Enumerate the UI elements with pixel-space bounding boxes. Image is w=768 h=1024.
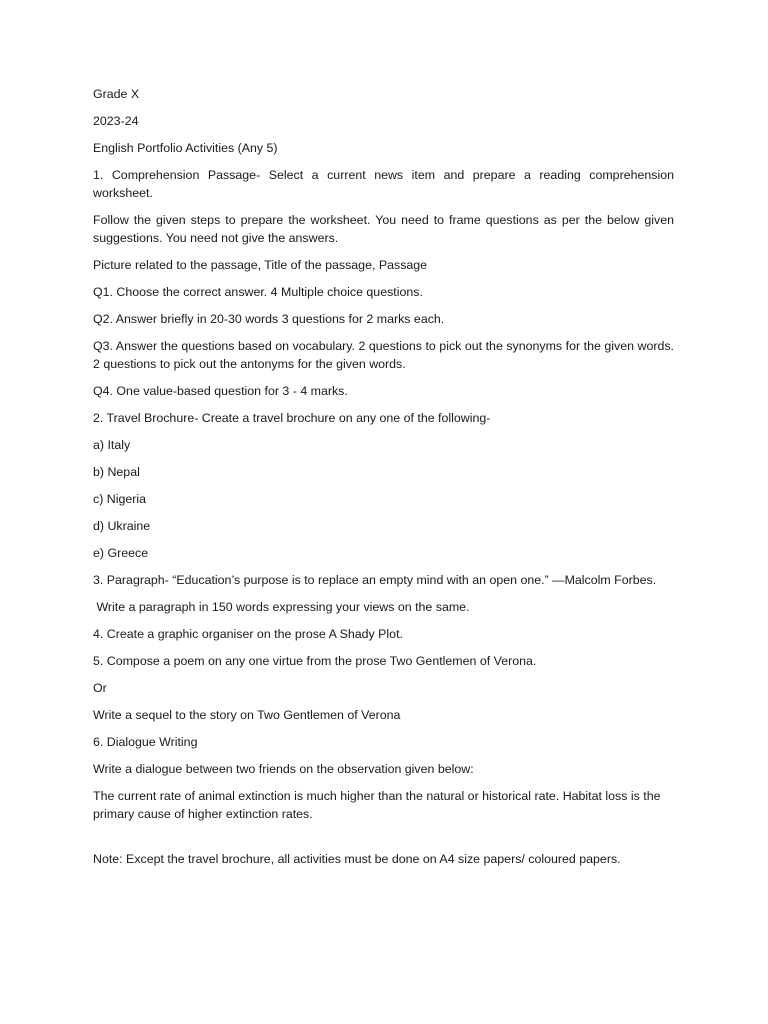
list-item: e) Greece [93, 546, 149, 560]
activity5-title: 5. Compose a poem on any one virtue from the prose Two Gentlemen of Verona. [93, 654, 537, 668]
activity1-q4: Q4. One value-based question for 3 - 4 marks. [93, 384, 348, 398]
document-heading: English Portfolio Activities (Any 5) [93, 141, 278, 155]
note-line: Note: Except the travel brochure, all activities must be done on A4 size papers/ coloured papers. [93, 852, 621, 866]
activity6-observation: The current rate of animal extinction is much higher than the natural or historical rate. Habitat loss is the primary cause of higher extinction rates. [93, 789, 661, 821]
activity1-instructions: Follow the given steps to prepare the worksheet. You need to frame questions as per the below given suggestions. You need not give the answers. [93, 213, 674, 245]
activity1-title: 1. Comprehension Passage- Select a current news item and prepare a reading comprehension worksheet. [93, 168, 674, 200]
activity2-title: 2. Travel Brochure- Create a travel brochure on any one of the following- [93, 411, 491, 425]
activity1-q2: Q2. Answer briefly in 20-30 words 3 questions for 2 marks each. [93, 312, 445, 326]
list-item: d) Ukraine [93, 519, 151, 533]
activity3-title: 3. Paragraph- “Education’s purpose is to replace an empty mind with an open one.” —Malcolm Forbes. [93, 573, 657, 587]
year-line: 2023-24 [93, 114, 139, 128]
activity1-components: Picture related to the passage, Title of the passage, Passage [93, 258, 428, 272]
activity3-task: Write a paragraph in 150 words expressing your views on the same. [93, 600, 470, 614]
activity5-or: Or [93, 681, 107, 695]
activity5-alternative: Write a sequel to the story on Two Gentlemen of Verona [93, 708, 401, 722]
activity4-title: 4. Create a graphic organiser on the prose A Shady Plot. [93, 627, 403, 641]
list-item: a) Italy [93, 438, 131, 452]
list-item: c) Nigeria [93, 492, 147, 506]
activity6-task: Write a dialogue between two friends on the observation given below: [93, 762, 474, 776]
list-item: b) Nepal [93, 465, 140, 479]
activity6-title: 6. Dialogue Writing [93, 735, 198, 749]
activity1-q1: Q1. Choose the correct answer. 4 Multiple choice questions. [93, 285, 423, 299]
document-page [93, 85, 674, 877]
activity1-q3: Q3. Answer the questions based on vocabulary. 2 questions to pick out the synonyms for the given words. 2 questions to pick out the antonyms for the given words. [93, 339, 674, 371]
grade-line: Grade X [93, 87, 140, 101]
